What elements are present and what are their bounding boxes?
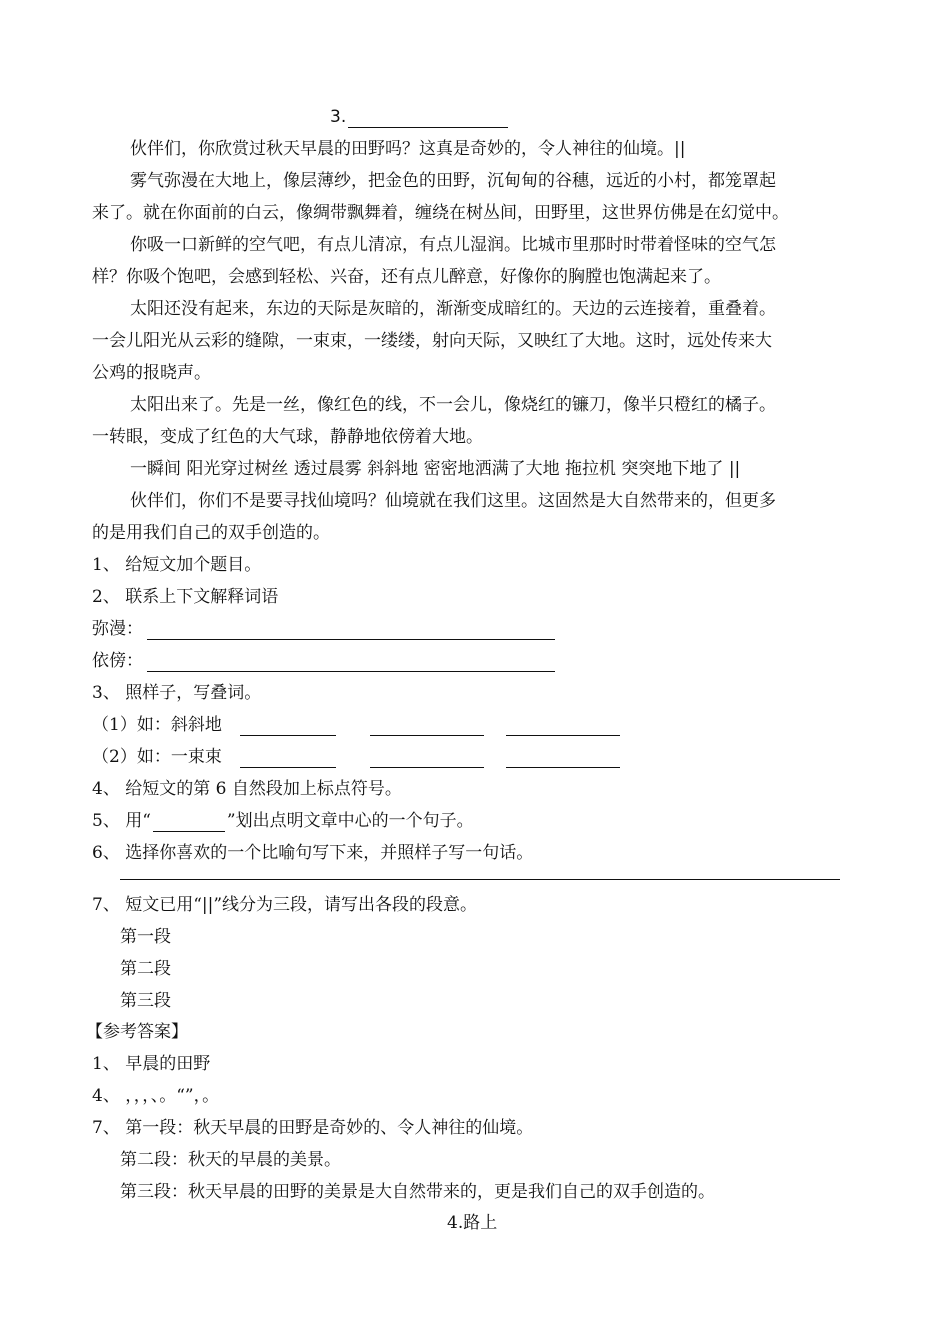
passage-line: 太阳出来了。先是一丝，像红色的线，不一会儿，像烧红的镰刀，像半只橙红的橘子。 — [130, 395, 776, 415]
question-3-example-1: （1）如：斜斜地 — [92, 714, 862, 736]
passage-line: 伙伴们，你们不是要寻找仙境吗？仙境就在我们这里。这固然是大自然带来的，但更多 — [130, 491, 776, 511]
passage-line: 公鸡的报晓声。 — [92, 363, 211, 383]
answer-7-1: 7、 第一段：秋天早晨的田野是奇妙的、令人神往的仙境。 — [92, 1118, 534, 1138]
question-5: 5、 用“ ”划出点明文章中心的一个句子。 — [92, 811, 474, 831]
passage-line: 样？你吸个饱吧，会感到轻松、兴奋，还有点儿醉意，好像你的胸膛也饱满起来了。 — [92, 267, 721, 287]
question-3: 3、 照样子，写叠词。 — [92, 683, 262, 703]
question-3-example-2: （2）如：一束束 — [92, 746, 862, 768]
passage-line: 来了。就在你面前的白云，像绸带飘舞着，缠绕在树丛间，田野里，这世界仿佛是在幻觉中。 — [92, 203, 789, 223]
answer-blank[interactable] — [240, 749, 336, 768]
answer-7-3: 第三段：秋天早晨的田野的美景是大自然带来的，更是我们自己的双手创造的。 — [120, 1182, 715, 1202]
answer-blank[interactable] — [240, 717, 336, 736]
answer-blank[interactable] — [506, 717, 620, 736]
answer-blank[interactable] — [147, 621, 555, 640]
answer-blank[interactable] — [370, 717, 484, 736]
title-blank[interactable] — [348, 109, 508, 128]
passage-line: 一转眼，变成了红色的大气球，静静地依傍着大地。 — [92, 427, 483, 447]
passage-line: 伙伴们，你欣赏过秋天早晨的田野吗？这真是奇妙的，令人神往的仙境。|| — [130, 139, 686, 159]
answer-1: 1、 早晨的田野 — [92, 1054, 211, 1074]
question-7: 7、 短文已用“||”线分为三段，请写出各段的段意。 — [92, 895, 478, 915]
question-7-paragraph-3: 第三段 — [120, 991, 171, 1011]
question-1: 1、 给短文加个题目。 — [92, 555, 262, 575]
question-2: 2、 联系上下文解释词语 — [92, 587, 279, 607]
answers-heading: 【参考答案】 — [86, 1022, 188, 1042]
question-6: 6、 选择你喜欢的一个比喻句写下来，并照样子写一句话。 — [92, 843, 534, 863]
question-4: 4、 给短文的第 6 自然段加上标点符号。 — [92, 779, 402, 799]
passage-line: 一会儿阳光从云彩的缝隙，一束束，一缕缕，射向天际，又映红了大地。这时，远处传来大 — [92, 331, 772, 351]
answer-line[interactable] — [120, 879, 840, 880]
passage-line: 你吸一口新鲜的空气吧，有点儿清凉，有点儿湿润。比城市里那时时带着怪味的空气怎 — [130, 235, 776, 255]
answer-7-2: 第二段：秋天的早晨的美景。 — [120, 1150, 341, 1170]
answer-blank[interactable] — [370, 749, 484, 768]
passage-line: 太阳还没有起来，东边的天际是灰暗的，渐渐变成暗红的。天边的云连接着，重叠着。 — [130, 299, 776, 319]
answer-4: 4、 ，，，、。“”，。 — [92, 1086, 220, 1106]
passage-line: 雾气弥漫在大地上，像层薄纱，把金色的田野，沉甸甸的谷穗，远近的小村，都笼罩起 — [130, 171, 776, 191]
question-7-paragraph-2: 第二段 — [120, 959, 171, 979]
underline-sample — [153, 815, 225, 832]
question-7-paragraph-1: 第一段 — [120, 927, 171, 947]
passage-line: 的是用我们自己的双手创造的。 — [92, 523, 330, 543]
next-section-title: 4.路上 — [447, 1213, 498, 1233]
section-title: 3. — [330, 106, 950, 128]
answer-blank[interactable] — [147, 653, 555, 672]
passage-line: 一瞬间 阳光穿过树丝 透过晨雾 斜斜地 密密地洒满了大地 拖拉机 突突地下地了 || — [130, 459, 741, 479]
answer-blank[interactable] — [506, 749, 620, 768]
question-2-word-1: 弥漫： — [92, 618, 862, 640]
question-2-word-2: 依傍： — [92, 650, 862, 672]
